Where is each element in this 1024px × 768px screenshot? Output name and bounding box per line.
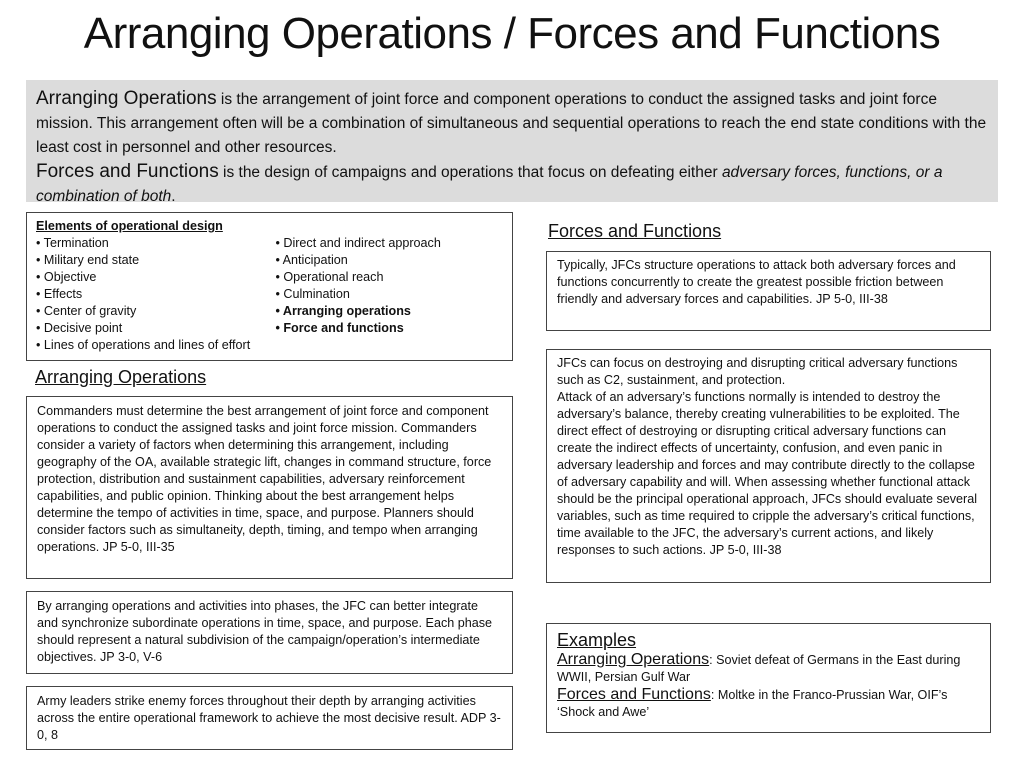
element-item: • Culmination <box>275 287 350 301</box>
forces-quote-paragraph: JFCs can focus on destroying and disrupting critical adversary functions such as C2, sustainment, and protection. <box>557 356 958 387</box>
element-item-highlighted: • Force and functions <box>275 321 404 335</box>
element-item: • Direct and indirect approach <box>275 236 441 250</box>
arranging-quote-box: Army leaders strike enemy forces throughout their depth by arranging activities across the entire operational framework to achieve the most decisive result. ADP 3-0, 8 <box>26 686 513 750</box>
arranging-operations-heading: Arranging Operations <box>35 367 207 387</box>
elements-of-operational-design-box <box>26 212 513 361</box>
example-arranging-text: : Soviet defeat of Germans in the East during WWII, Persian Gulf War <box>557 653 961 684</box>
example-forces-term: Forces and Functions <box>557 686 711 703</box>
summary-forces-definition-end: . <box>171 188 176 205</box>
arranging-quote-box: By arranging operations and activities into phases, the JFC can better integrate and synchronize subordinate operations in time, space, and purpose. Each phase should represent a natural subdivision of the campaign/operation’s intermediate objectives. JP 3-0, V-6 <box>26 591 513 674</box>
forces-and-functions-heading: Forces and Functions <box>548 221 722 241</box>
summary-arranging-term: Arranging Operations <box>36 88 217 109</box>
forces-quote-box: Typically, JFCs structure operations to attack both adversary forces and functions concurrently to create the greatest possible friction between friendly and adversary forces and capabilities. JP 5-0, III-38 <box>546 251 991 331</box>
example-forces-text: : Moltke in the Franco-Prussian War, OIF’s ‘Shock and Awe’ <box>557 688 948 719</box>
example-arranging <box>557 651 980 686</box>
summary-box <box>26 80 998 205</box>
slide-title: Arranging Operations / Forces and Functions <box>83 9 941 58</box>
forces-quote-paragraph: Attack of an adversary’s functions normally is intended to destroy the adversary’s balance, thereby creating vulnerabilities to be exploited. The direct effect of destroying or disrupting critical adversary functions can create the indirect effects of uncertainty, confusion, and even panic in adversary leadership and forces and may contribute directly to the collapse of adversary capability and will. When assessing whether functional attack should be the principal operational approach, JFCs should evaluate several variables, such as time required to cripple the adversary’s critical functions, time available to the JFC, the adversary’s current actions, and likely responses to such actions. JP 5-0, III-38 <box>557 390 978 557</box>
element-item: • Termination <box>36 236 109 250</box>
element-item: • Lines of operations and lines of effort <box>36 338 251 352</box>
example-forces <box>557 686 980 721</box>
element-item: • Center of gravity <box>36 304 137 318</box>
element-item: • Objective <box>36 270 97 284</box>
element-item: • Anticipation <box>275 253 348 267</box>
forces-quote-box <box>546 349 991 583</box>
elements-column-2 <box>275 235 503 354</box>
summary-forces-term: Forces and Functions <box>36 161 219 182</box>
summary-arranging-definition: is the arrangement of joint force and component operations to conduct the assigned tasks and joint force mission. This arrangement often will be a combination of simultaneous and sequential operations to reach the end state conditions with the least cost in personnel and other resources. <box>36 91 987 156</box>
element-item: • Military end state <box>36 253 140 267</box>
elements-column-1 <box>36 235 275 354</box>
element-item: • Effects <box>36 287 83 301</box>
example-arranging-term: Arranging Operations <box>557 651 710 668</box>
summary-forces-definition-italic: adversary forces, functions, or a combination of both <box>36 164 943 205</box>
elements-heading: Elements of operational design <box>36 219 223 233</box>
element-item: • Operational reach <box>275 270 384 284</box>
element-item-highlighted: • Arranging operations <box>275 304 411 318</box>
examples-box <box>546 623 991 733</box>
examples-heading: Examples <box>557 630 637 650</box>
element-item: • Decisive point <box>36 321 123 335</box>
summary-forces-definition: is the design of campaigns and operations that focus on defeating either <box>218 164 722 181</box>
arranging-quote-box: Commanders must determine the best arrangement of joint force and component operations to conduct the assigned tasks and joint force mission. Commanders consider a variety of factors when determining this arrangement, including geography of the OA, available strategic lift, changes in command structure, force protection, distribution and sustainment capabilities, adversary reinforcement capabilities, and public opinion. Thinking about the best arrangement helps determine the tempo of activities in time, space, and purpose. Planners should consider factors such as simultaneity, depth, timing, and tempo when arranging operations. JP 5-0, III-35 <box>26 396 513 579</box>
